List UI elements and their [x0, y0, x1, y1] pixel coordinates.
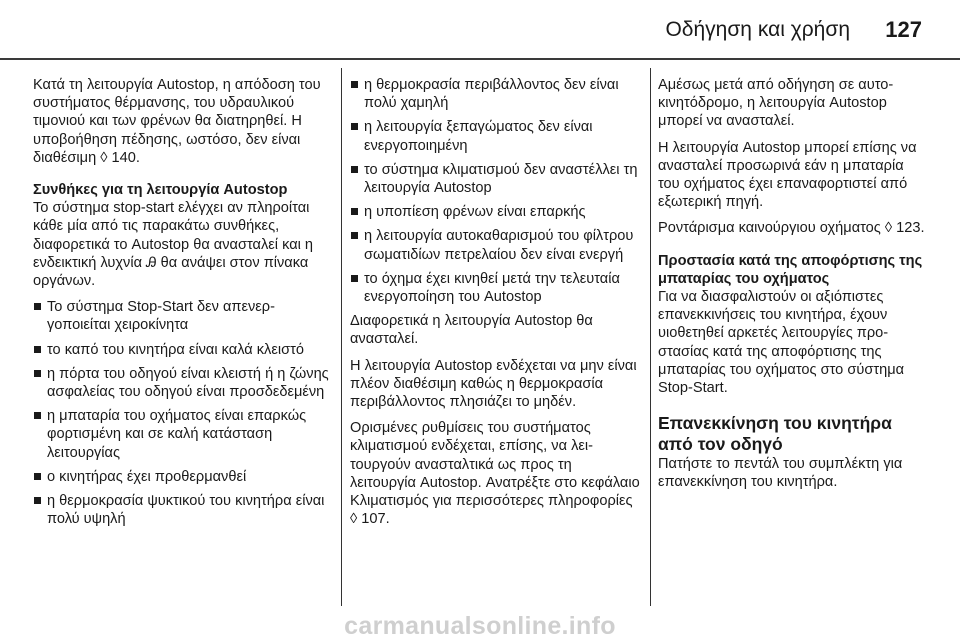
list-item: το όχημα έχει κινηθεί μετά την τελευταία ενεργοποίηση του Autostop — [350, 270, 640, 306]
intro-paragraph: Κατά τη λειτουργία Autostop, η απόδοση του συστήματος θέρμανσης, του υδραυλικού τιμονιού και των φρένων θα διατηρηθεί. Η υποβοήθηση πέδησης, ωστόσο, δεν είναι διαθέσιμη ◊ 140. — [33, 77, 321, 166]
list-item: η θερμοκρασία ψυκτικού του κινητήρα είναι πολύ υψηλή — [33, 492, 331, 528]
paragraph: Για να διασφαλιστούν οι αξιόπιστες επανεκκινήσεις του κινητήρα, έχουν υιοθετηθεί αρκετές λειτουργίες προστασίας κατά της αποφόρτισης της μπαταρίας του οχήματος στο σύστημα Stop-Start. — [658, 289, 905, 397]
list-item: η λειτουργία ξεπαγώματος δεν είναι ενεργοποιημένη — [350, 118, 640, 154]
list-item: η πόρτα του οδηγού είναι κλειστή ή η ζώνης ασφαλείας του οδηγού είναι προσδεδεμένη — [33, 365, 331, 401]
list-item: η μπαταρία του οχήματος είναι επαρκώς φορτισμένη και σε καλή κατάσταση λειτουργίας — [33, 407, 331, 462]
page-number: 127 — [885, 17, 922, 42]
conditions-list — [33, 298, 331, 528]
paragraph: Η λειτουργία Autostop μπορεί επίσης να ανασταλεί προσωρινά εάν η μπαταρία του οχήματος έχει επαναφορτιστεί από εξωτερική πηγή. — [658, 139, 917, 211]
page-header — [0, 0, 960, 60]
page-title: Οδήγηση και χρήση — [665, 18, 850, 41]
list-item: ο κινητήρας έχει προθερμανθεί — [33, 468, 331, 486]
conditions-paragraph: Το σύστημα stop-start ελέγχει αν πληροίται κάθε μία από τις παρακάτω συνθήκες, διαφορετικά το Autostop θα ανασταλεί και η ενδεικτική λυχνία Ꭿ θα ανάψει στον πίνακα οργάνων. — [33, 200, 314, 290]
paragraph: Διαφορετικά η λειτουργία Autostop θα ανασταλεί. — [350, 313, 593, 348]
list-item: η θερμοκρασία περιβάλλοντος δεν είναι πολύ χαμηλή — [350, 76, 640, 112]
watermark: carmanualsonline.info — [344, 612, 616, 640]
paragraph: Ορισμένες ρυθμίσεις του συστήματος κλιματισμού ενδέχεται, επίσης, να λειτουργούν ανασταλτικά ως προς τη λειτουργία Autostop. Ανατρέξτε στο κεφάλαιο Κλιματισμός για περισσότερες πληροφορίες ◊ 107. — [350, 420, 640, 528]
column-divider-1 — [341, 68, 342, 606]
paragraph: Πατήστε το πεντάλ του συμπλέκτη για επανεκκίνηση του κινητήρα. — [658, 456, 903, 491]
paragraph: Ροντάρισμα καινούργιου οχήματος ◊ 123. — [658, 220, 925, 237]
column-1 — [33, 76, 331, 534]
list-item: το καπό του κινητήρα είναι καλά κλειστό — [33, 341, 331, 359]
header-divider — [0, 58, 960, 60]
list-item: το σύστημα κλιματισμού δεν αναστέλλει τη λειτουργία Autostop — [350, 161, 640, 197]
paragraph: Η λειτουργία Autostop ενδέχεται να μην είναι πλέον διαθέσιμη καθώς η θερμοκρασία περιβάλλοντος πλησιάζει το μηδέν. — [350, 357, 637, 411]
conditions-list-continued — [350, 76, 640, 306]
column-3 — [658, 76, 928, 500]
list-item: η λειτουργία αυτοκαθαρισμού του φίλτρου σωματιδίων πετρελαίου δεν είναι ενεργή — [350, 227, 640, 263]
list-item: η υποπίεση φρένων είναι επαρκής — [350, 203, 640, 221]
column-2 — [350, 76, 640, 536]
section-heading-autostop-conditions: Συνθήκες για τη λειτουργία Autostop — [33, 182, 288, 199]
column-divider-2 — [650, 68, 651, 606]
section-heading-engine-restart: Επανεκκίνηση του κινητήρα από τον οδηγό — [658, 413, 892, 455]
paragraph: Αμέσως μετά από οδήγηση σε αυτοκινητόδρομο, η λειτουργία Autostop μπορεί να ανασταλεί. — [658, 77, 894, 130]
section-heading-battery-protection: Προστασία κατά της αποφόρτισης της μπαταρίας του οχήματος — [658, 252, 923, 287]
list-item: Το σύστημα Stop-Start δεν απενεργοποιείται χειροκίνητα — [33, 298, 331, 334]
